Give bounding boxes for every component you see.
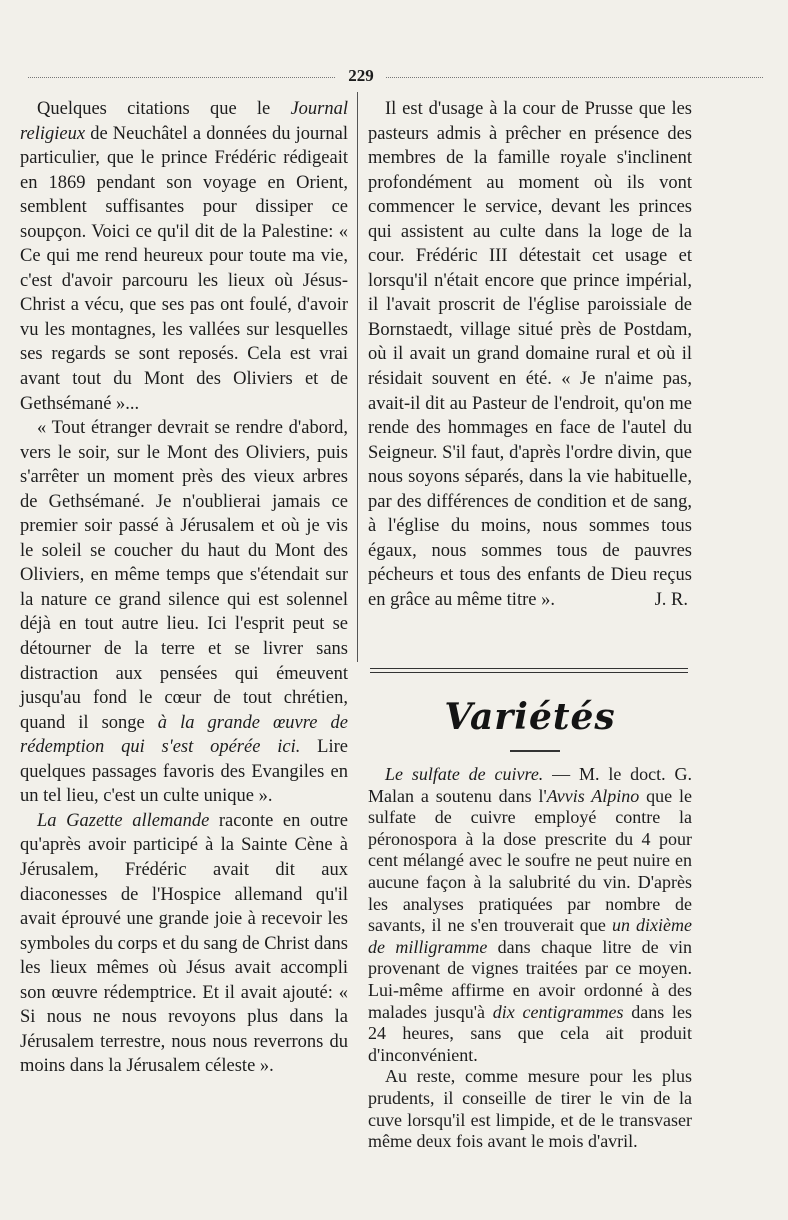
- italic-run: Journal religieux: [20, 99, 348, 144]
- page-number: 229: [336, 66, 386, 86]
- section-title: Variétés: [444, 696, 616, 738]
- header-rule: [28, 77, 763, 78]
- paragraph: [20, 416, 348, 809]
- text-run: — M. le doct. G. Malan a soutenu dans l': [368, 764, 692, 806]
- title-ornament: [510, 750, 560, 752]
- italic-run: Avvis Alpino: [546, 785, 640, 806]
- text-run: dans chaque litre de vin provenant de vignes traitées par ce moyen. Lui-même affirme en avoir ordonné à des malades jusqu'à: [368, 936, 692, 1022]
- text-run: Lire quelques passages favoris des Evangiles en un tel lieu, c'est un culte unique ».: [20, 737, 348, 807]
- text-run: Au reste, comme mesure pour les plus prudents, il conseille de tirer le vin de la cuve lorsqu'il est limpide, et de le transvaser même deux fois avant le mois d'avril.: [368, 1066, 692, 1152]
- italic-run: un dixième de milligramme: [368, 915, 693, 957]
- text-run: Il est d'usage à la cour de Prusse que les pasteurs admis à prêcher en présence des membres de la famille royale s'inclinent profondément au moment où ils vont commencer le service, devant les princes qui assistent au culte dans la loge de la cour. Frédéric III détestait cet usage et lorsqu'il n'était encore que prince impérial, il l'avait proscrit de l'église paroissiale de Bornstaedt, village situé près de Postdam, où il avait un grand domaine rural et où il résidait souvent en été. « Je n'aime pas, avait-il dit au Pasteur de l'endroit, qu'on me rende des hommages en face de l'autel du Seigneur. S'il faut, d'après l'ordre divin, que nous soyons séparés, dans la vie habituelle, par des différences de condition et de sang, à l'église du moins, nous sommes tous égaux, nous sommes tous de pauvres pécheurs et tous des enfants de Dieu reçus en grâce au même titre ».: [368, 99, 692, 610]
- text-run: que le sulfate de cuivre employé contre la péronospora à la dose prescrite du 4 pour cent mélangé avec le soufre ne peut nuire en aucune façon à la salubrité du vin. D'après les analyses pratiquées par nombre de savants, il ne s'en trouverait que: [368, 785, 692, 936]
- left-column: [20, 97, 348, 1079]
- right-column: [368, 97, 692, 612]
- text-run: « Tout étranger devrait se rendre d'abord, vers le soir, sur le Mont des Oliviers, puis s'arrêter un moment près des vieux arbres de Gethsémané. Je n'oublierai jamais ce premier soir passé à Jérusalem et où je vis le soleil se coucher du haut du Mont des Oliviers, en même temps que s'étendait sur la nature ce grand silence qui est solennel déjà en tout autre lieu. Ici l'esprit peut se détourner de la terre et se livrer sans distraction aux pensées qui émeuvent jusqu'au fond le cœur de tout chrétien, quand il songe: [20, 418, 348, 733]
- text-run: raconte en outre qu'après avoir participé à la Sainte Cène à Jérusalem, Frédéric avait dit aux diaconesses de l'Hospice allemand qu'il avait éprouvé une grande joie à recevoir les symboles du corps et du sang de Christ dans les lieux mêmes où Jésus avait accompli son œuvre rédemptrice. Et il avait ajouté: « Si nous ne nous revoyons plus dans la Jérusalem terrestre, nous nous reverrons du moins dans la Jérusalem céleste ».: [20, 810, 348, 1077]
- italic-run: Le sulfate de cuivre.: [385, 764, 544, 784]
- column-divider: [357, 92, 358, 662]
- section-rule-top: [370, 668, 688, 669]
- italic-run: dix centigrammes: [492, 1001, 624, 1022]
- italic-run: à la grande œuvre de rédemption qui s'est opérée ici.: [20, 712, 348, 758]
- text-run: dans les 24 heures, sans que cela ait produit d'inconvénient.: [368, 1001, 692, 1065]
- signature: J. R.: [654, 589, 688, 610]
- paragraph: [20, 97, 348, 416]
- paragraph: [20, 809, 348, 1079]
- text-run: de Neuchâtel a données du journal particulier, que le prince Frédéric rédigeait en 1869 pendant son voyage en Orient, semblent suffisantes pour dissiper ce soupçon. Voici ce qu'il dit de la Palestine: « Ce qui me rend heureux pour toute ma vie, c'est d'avoir parcouru les lieux où Jésus-Christ a vécu, que ses pas ont foulé, d'avoir vu les montagnes, les vallées sur lesquelles ses regards se sont reposés. Cela est vrai avant tout du Mont des Oliviers et de Gethsémané »...: [20, 123, 348, 414]
- varietes-column: [368, 764, 692, 1153]
- paragraph: [368, 1066, 692, 1152]
- section-rule-bottom: [370, 672, 688, 673]
- paragraph: [368, 97, 692, 612]
- italic-run: La Gazette allemande: [37, 810, 210, 831]
- paragraph: [368, 764, 692, 1066]
- text-run: Quelques citations que le: [37, 99, 291, 119]
